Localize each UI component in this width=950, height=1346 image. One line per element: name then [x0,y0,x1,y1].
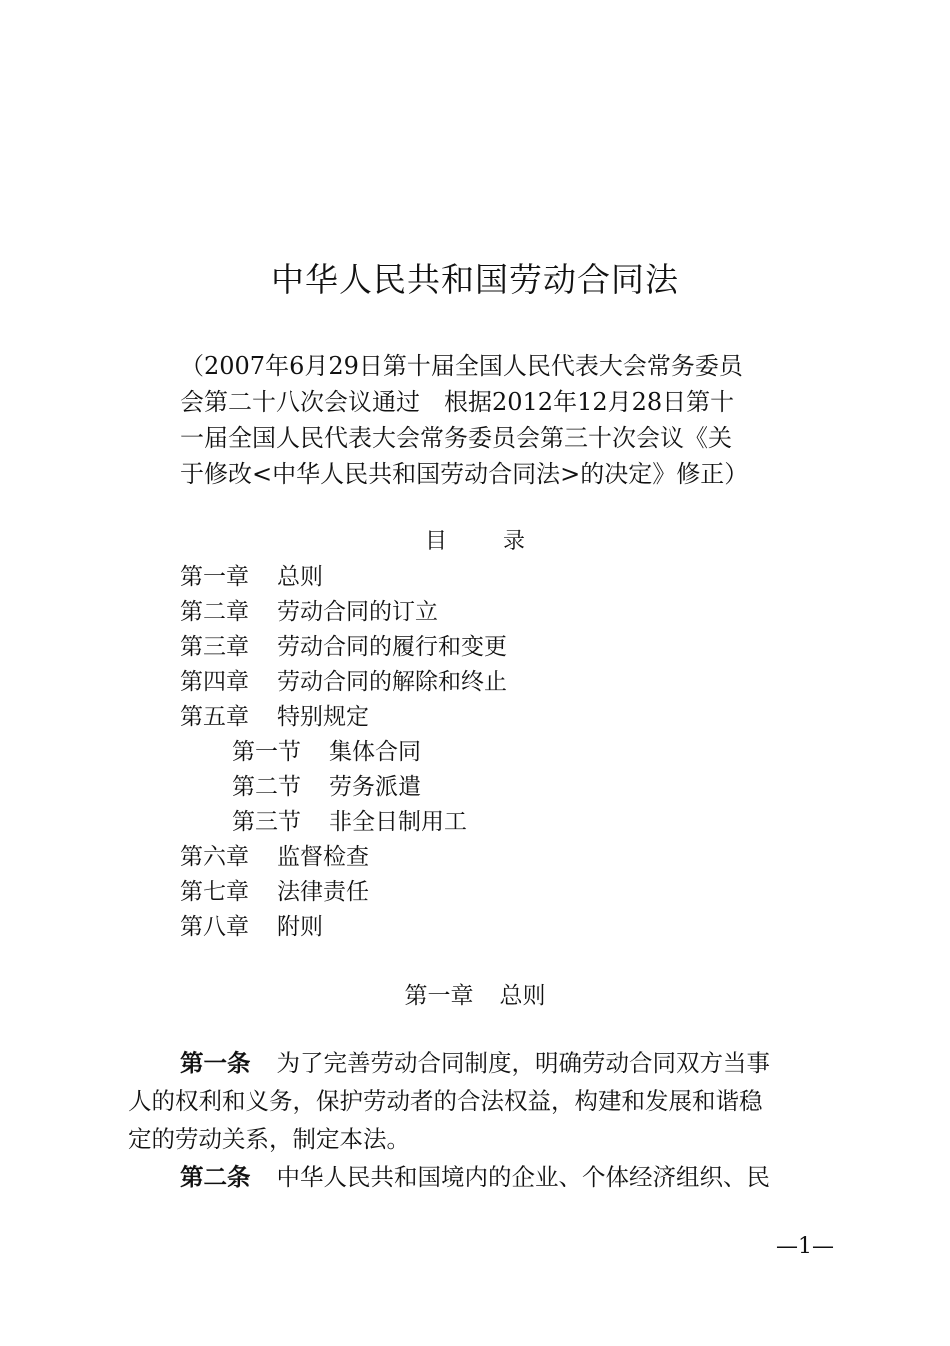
toc-entry [180,630,800,665]
chapter-title: 总则 [499,983,546,1009]
article-label: 第一条 [180,1049,251,1077]
page-number: —1— [776,1234,834,1259]
toc-entry [180,840,800,875]
toc-entry-number: 第三节 [232,809,301,835]
toc-subentry [180,735,800,770]
toc-entry-title: 劳务派遣 [329,774,421,800]
toc-entry-number: 第三章 [180,634,249,660]
toc-entry [180,595,800,630]
toc-entry-number: 第一章 [180,564,249,590]
article-text: 中华人民共和国境内的企业、个体经济组织、民 [276,1163,770,1191]
toc-entry [180,875,800,910]
article-line: 人的权利和义务，保护劳动者的合法权益，构建和发展和谐稳 [128,1087,763,1115]
toc-entry-title: 劳动合同的履行和变更 [277,634,507,660]
toc-entry-number: 第二节 [232,774,301,800]
adoption-note-line: 一届全国人民代表大会常务委员会第三十次会议《关 [180,424,732,452]
toc-entry-number: 第一节 [232,739,301,765]
adoption-note-line: 于修改<中华人民共和国劳动合同法>的决定》修正） [180,460,749,488]
toc-heading-char: 录 [503,529,526,554]
toc-entry-number: 第二章 [180,599,249,625]
toc-entry-title: 特别规定 [277,704,369,730]
toc-entry-title: 总则 [277,564,323,590]
adoption-note-line: （2007年6月29日第十届全国人民代表大会常务委员 [180,352,743,380]
toc-entry [180,700,800,735]
article-line: 定的劳动关系，制定本法。 [128,1125,410,1153]
article-text: 为了完善劳动合同制度，明确劳动合同双方当事 [276,1049,770,1077]
article-line [128,1158,834,1196]
toc-entry-title: 监督检查 [277,844,369,870]
toc-heading [0,526,950,558]
chapter-heading [0,978,950,1014]
document-title: 中华人民共和国劳动合同法 [271,260,679,299]
toc-entry-number: 第四章 [180,669,249,695]
toc-entry-number: 第七章 [180,879,249,905]
article-body [128,1044,834,1196]
article-label: 第二条 [180,1163,251,1191]
toc-entry [180,560,800,595]
adoption-note-line: 会第二十八次会议通过 根据2012年12月28日第十 [180,388,735,416]
toc-entry-title: 劳动合同的订立 [277,599,438,625]
adoption-note [180,348,800,492]
toc-entry-title: 劳动合同的解除和终止 [277,669,507,695]
toc-entry-title: 集体合同 [329,739,421,765]
toc-entry-number: 第六章 [180,844,249,870]
chapter-number: 第一章 [404,983,474,1009]
toc-heading-char: 目 [424,529,447,554]
toc-entry [180,910,800,945]
toc-entry-title: 非全日制用工 [329,809,467,835]
toc-entry-title: 法律责任 [277,879,369,905]
toc-entry-number: 第五章 [180,704,249,730]
toc-entry-number: 第八章 [180,914,249,940]
toc-entry-title: 附则 [277,914,323,940]
toc-subentry [180,770,800,805]
toc-entry [180,665,800,700]
article-line [128,1044,834,1082]
toc-subentry [180,805,800,840]
table-of-contents [180,560,800,945]
